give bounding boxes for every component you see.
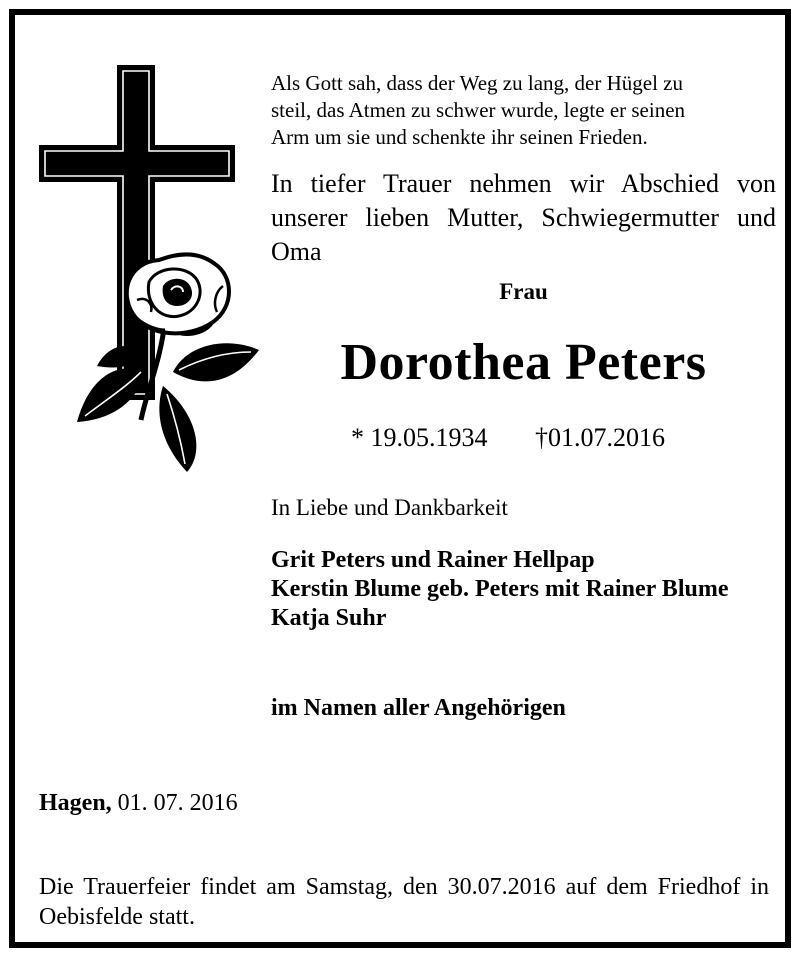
poem [271,70,776,151]
love-line: In Liebe und Dankbarkeit [271,495,508,520]
poem-line: Als Gott sah, dass der Weg zu lang, der Hügel zu [271,71,683,95]
mourner: Grit Peters und Rainer Hellpap [271,547,595,573]
mourners-list [271,546,776,633]
deceased-name: Dorothea Peters [340,334,707,391]
poem-line: Arm um sie und schenkte ihr seinen Frieden. [271,125,648,149]
cross-and-rose-artwork [37,60,279,485]
funeral-info: Die Trauerfeier findet am Samstag, den 30.07.2016 auf dem Friedhof in Oebisfelde statt. [39,874,769,930]
obituary-notice [9,9,791,948]
title-frau: Frau [499,279,548,304]
place-date [39,790,238,817]
birth-date: * 19.05.1934 [351,423,488,452]
rose-icon [77,255,259,473]
death-date: †01.07.2016 [535,423,665,452]
mourner: Katja Suhr [271,605,387,631]
place: Hagen, [39,790,112,816]
date: 01. 07. 2016 [117,790,238,816]
intro-text: In tiefer Trauer nehmen wir Abschied von unserer lieben Mutter, Schwiegermutter und Oma [271,169,776,266]
mourner: Kerstin Blume geb. Peters mit Rainer Blume [271,576,729,602]
poem-line: steil, das Atmen zu schwer wurde, legte er seinen [271,98,686,122]
on-behalf-line: im Namen aller Angehörigen [271,695,566,721]
